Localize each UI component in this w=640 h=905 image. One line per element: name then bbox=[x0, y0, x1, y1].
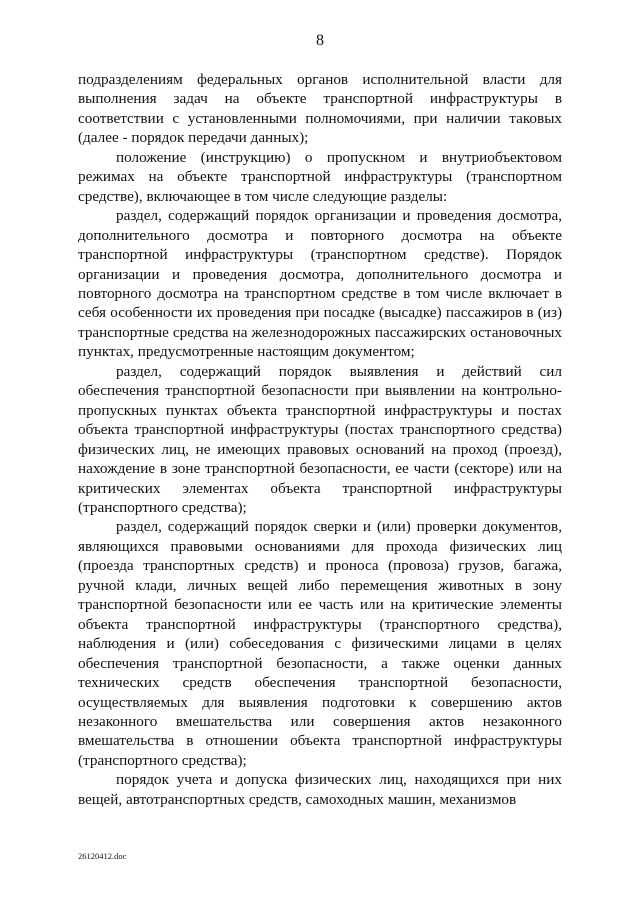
paragraph-5: раздел, содержащий порядок сверки и (или) проверки документов, являющихся правовыми основаниями для прохода физических лиц (проезда транспортных средств) и проноса (провоза) грузов, багажа, ручной клади, личных вещей либо перемещения животных в зону транспортной безопасности или ее часть или на критические элементы объекта транспортной инфраструктуры (транспортного средства), наблюдения и (или) собеседования с физическими лицами в целях обеспечения транспортной безопасности, а также оценки данных технических средств обеспечения транспортной безопасности, осуществляемых для выявления подготовки к совершению актов незаконного вмешательства или совершения актов незаконного вмешательства в отношении объекта транспортной инфраструктуры (транспортного средства); bbox=[78, 518, 562, 769]
document-body bbox=[78, 70, 562, 809]
paragraph-6: порядок учета и допуска физических лиц, находящихся при них вещей, автотранспортных средств, самоходных машин, механизмов bbox=[78, 771, 562, 808]
paragraph-4: раздел, содержащий порядок выявления и действий сил обеспечения транспортной безопасности при выявлении на контрольно-пропускных пунктах объекта транспортной инфраструктуры и постах объекта транспортной инфраструктуры (постах транспортного средства) физических лиц, не имеющих правовых оснований на проход (проезд), нахождение в зоне транспортной безопасности, ее части (секторе) или на критических элементах объекта транспортной инфраструктуры (транспортного средства); bbox=[78, 362, 562, 516]
paragraph-1: подразделениям федеральных органов исполнительной власти для выполнения задач на объекте транспортной инфраструктуры в соответствии с установленными полномочиями, при наличии таковых (далее - порядок передачи данных); bbox=[78, 71, 562, 147]
page-number: 8 bbox=[316, 32, 324, 49]
document-file-code: 26120412.doc bbox=[78, 851, 127, 861]
paragraph-2: положение (инструкцию) о пропускном и внутриобъектовом режимах на объекте транспортной инфраструктуры (транспортном средстве), включающее в том числе следующие разделы: bbox=[78, 148, 562, 205]
paragraph-3: раздел, содержащий порядок организации и проведения досмотра, дополнительного досмотра и повторного досмотра на объекте транспортной инфраструктуры (транспортном средстве). Порядок организации и проведения досмотра, дополнительного досмотра и повторного досмотра на транспортном средстве в том числе включает в себя особенности их проведения при посадке (высадке) пассажиров в (из) транспортные средства на железнодорожных пассажирских остановочных пунктах, предусмотренные настоящим документом; bbox=[78, 207, 562, 361]
